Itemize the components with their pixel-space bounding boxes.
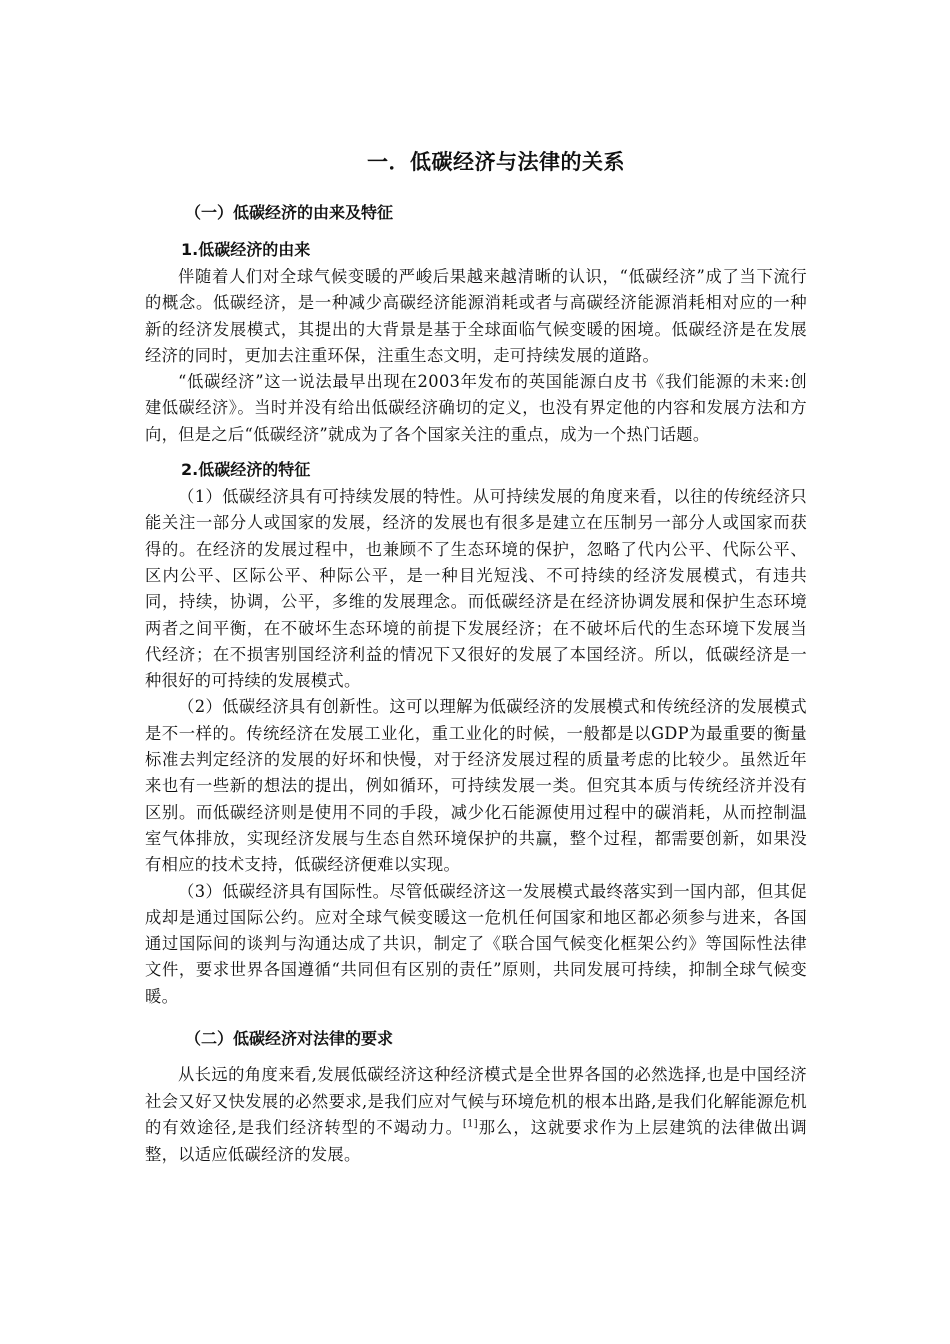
- subheading-features: 2.低碳经济的特征: [181, 460, 311, 480]
- paragraph: （2）低碳经济具有创新性。这可以理解为低碳经济的发展模式和传统经济的发展模式是不一样的。传统经济在发展工业化，重工业化的时候，一般都是以GDP为最重要的衡量标准去判定经济的发展的好坏和快慢，对于经济发展过程的质量考虑的比较少。虽然近年来也有一些新的想法的提出，例如循环，可持续发展一类。但究其本质与传统经济并没有区别。而低碳经济则是使用不同的手段，减少化石能源使用过程中的碳消耗，从而控制温室气体排放，实现经济发展与生态自然环境保护的共赢，整个过程，都需要创新，如果没有相应的技术支持，低碳经济便难以实现。: [145, 697, 807, 875]
- paragraph-text: 那么，这就要求作为上层建筑的法律做出调整，以适应低碳经济的发展。: [145, 1118, 807, 1164]
- subheading-origin: 1.低碳经济的由来: [181, 240, 311, 259]
- chapter-title: 一．低碳经济与法律的关系: [367, 150, 625, 174]
- section-heading-law-requirements: （二）低碳经济对法律的要求: [185, 1029, 394, 1049]
- paragraph: “低碳经济”这一说法最早出现在2003年发布的英国能源白皮书《我们能源的未来:创建低碳经济》。当时并没有给出低碳经济确切的定义，也没有界定他的内容和发展方法和方向，但是之后“低碳经济”就成为了各个国家关注的重点，成为一个热门话题。: [145, 372, 807, 444]
- paragraph: 伴随着人们对全球气候变暖的严峻后果越来越清晰的认识，“低碳经济”成了当下流行的概念。低碳经济，是一种减少高碳经济能源消耗或者与高碳经济能源消耗相对应的一种新的经济发展模式，其提出的大背景是基于全球面临气候变暖的困境。低碳经济是在发展经济的同时，更加去注重环保，注重生态文明，走可持续发展的道路。: [145, 267, 807, 365]
- reference-mark[interactable]: [1]: [462, 1118, 478, 1130]
- paragraph: [145, 1062, 807, 1168]
- paragraph-text: 从长远的角度来看,发展低碳经济这种经济模式是全世界各国的必然选择,也是中国经济社会又好又快发展的必然要求,是我们应对气候与环境危机的根本出路,是我们化解能源危机的有效途径,是我们经济转型的不竭动力。: [145, 1065, 807, 1138]
- paragraph: （1）低碳经济具有可持续发展的特性。从可持续发展的角度来看，以往的传统经济只能关注一部分人或国家的发展，经济的发展也有很多是建立在压制另一部分人或国家而获得的。在经济的发展过程中，也兼顾不了生态环境的保护，忽略了代内公平、代际公平、区内公平、区际公平、种际公平，是一种目光短浅、不可持续的经济发展模式，有违共同，持续，协调，公平，多维的发展理念。而低碳经济是在经济协调发展和保护生态环境两者之间平衡，在不破坏生态环境的前提下发展经济；在不破坏后代的生态环境下发展当代经济；在不损害别国经济利益的情况下又很好的发展了本国经济。所以，低碳经济是一种很好的可持续的发展模式。: [145, 487, 807, 691]
- section-heading-origin-features: （一）低碳经济的由来及特征: [185, 203, 394, 222]
- document-page: [145, 140, 807, 1168]
- paragraph: （3）低碳经济具有国际性。尽管低碳经济这一发展模式最终落实到一国内部，但其促成却是通过国际公约。应对全球气候变暖这一危机任何国家和地区都必须参与进来，各国通过国际间的谈判与沟通达成了共识，制定了《联合国气候变化框架公约》等国际性法律文件，要求世界各国遵循“共同但有区别的责任”原则，共同发展可持续，抑制全球气候变暖。: [145, 881, 807, 1006]
